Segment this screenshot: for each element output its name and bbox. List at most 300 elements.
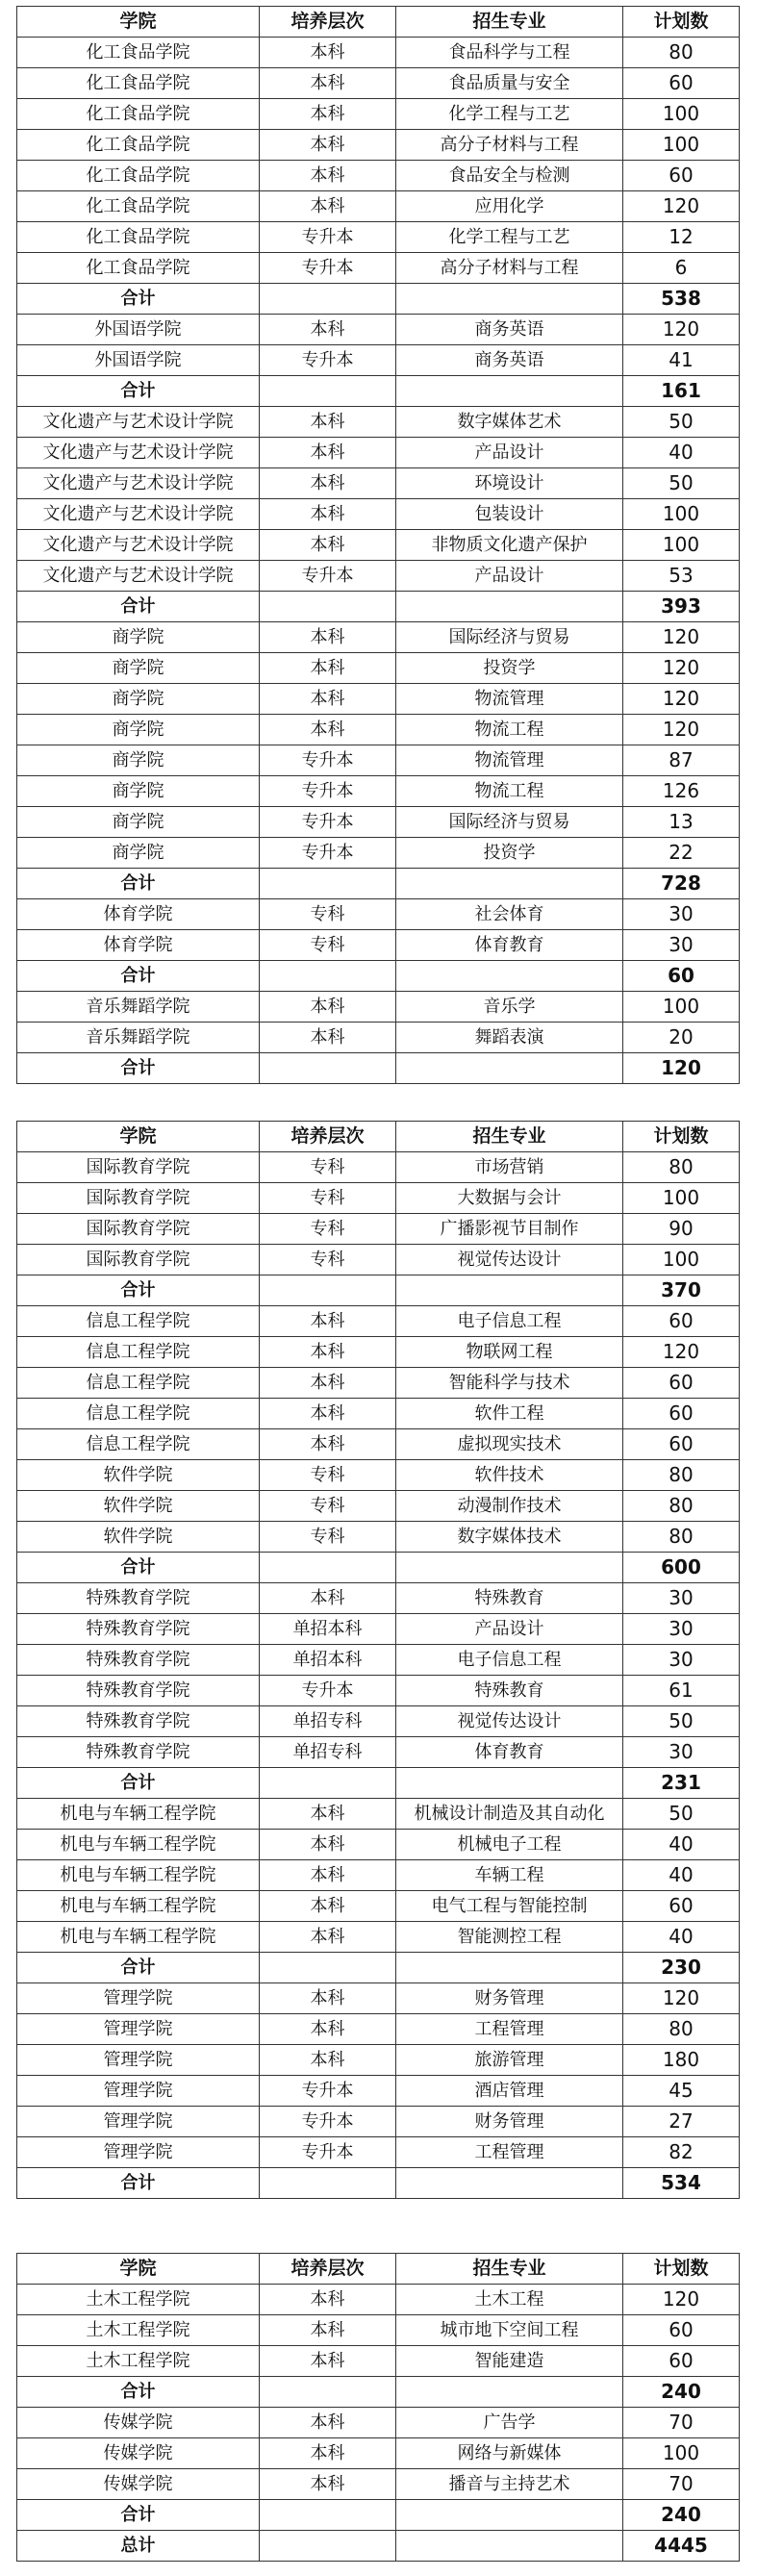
level-cell: 专科 bbox=[260, 930, 396, 961]
college-cell: 商学院 bbox=[17, 776, 260, 807]
college-cell: 信息工程学院 bbox=[17, 1429, 260, 1460]
plan-count-cell: 41 bbox=[623, 345, 740, 376]
major-cell: 财务管理 bbox=[396, 2107, 623, 2137]
major-cell: 车辆工程 bbox=[396, 1860, 623, 1891]
plan-count-cell: 53 bbox=[623, 561, 740, 592]
level-cell: 本科 bbox=[260, 992, 396, 1023]
major-cell: 智能科学与技术 bbox=[396, 1368, 623, 1399]
plan-count-cell: 120 bbox=[623, 1983, 740, 2014]
empty-cell bbox=[260, 2168, 396, 2199]
level-cell: 本科 bbox=[260, 499, 396, 530]
plan-count-cell: 40 bbox=[623, 438, 740, 468]
college-cell: 文化遗产与艺术设计学院 bbox=[17, 530, 260, 561]
plan-count-cell: 60 bbox=[623, 1306, 740, 1337]
college-cell: 外国语学院 bbox=[17, 345, 260, 376]
plan-count-cell: 13 bbox=[623, 807, 740, 838]
college-cell: 外国语学院 bbox=[17, 315, 260, 345]
major-cell: 智能建造 bbox=[396, 2346, 623, 2377]
total-value-cell: 728 bbox=[623, 869, 740, 899]
major-cell: 社会体育 bbox=[396, 899, 623, 930]
major-cell: 网络与新媒体 bbox=[396, 2438, 623, 2469]
level-cell: 本科 bbox=[260, 130, 396, 161]
plan-count-cell: 120 bbox=[623, 653, 740, 684]
major-cell: 舞蹈表演 bbox=[396, 1023, 623, 1053]
plan-count-cell: 60 bbox=[623, 1429, 740, 1460]
empty-cell bbox=[396, 2531, 623, 2562]
level-cell: 专升本 bbox=[260, 776, 396, 807]
subtotal-row bbox=[17, 1275, 740, 1306]
major-cell: 体育教育 bbox=[396, 930, 623, 961]
table-row bbox=[17, 1152, 740, 1183]
header-major: 招生专业 bbox=[396, 1122, 623, 1152]
college-cell: 机电与车辆工程学院 bbox=[17, 1860, 260, 1891]
total-value-cell: 230 bbox=[623, 1953, 740, 1983]
plan-count-cell: 30 bbox=[623, 1645, 740, 1676]
major-cell: 机械设计制造及其自动化 bbox=[396, 1799, 623, 1830]
level-cell: 本科 bbox=[260, 1860, 396, 1891]
plan-count-cell: 100 bbox=[623, 99, 740, 130]
major-cell: 智能测控工程 bbox=[396, 1922, 623, 1953]
college-cell: 信息工程学院 bbox=[17, 1337, 260, 1368]
major-cell: 物流工程 bbox=[396, 776, 623, 807]
level-cell: 专升本 bbox=[260, 838, 396, 869]
plan-count-cell: 100 bbox=[623, 2438, 740, 2469]
plan-count-cell: 120 bbox=[623, 315, 740, 345]
enrollment-table-1 bbox=[16, 6, 740, 1084]
table-row bbox=[17, 68, 740, 99]
college-cell: 传媒学院 bbox=[17, 2408, 260, 2438]
table-row bbox=[17, 1891, 740, 1922]
college-cell: 文化遗产与艺术设计学院 bbox=[17, 561, 260, 592]
table-row bbox=[17, 899, 740, 930]
college-cell: 软件学院 bbox=[17, 1460, 260, 1491]
level-cell: 本科 bbox=[260, 161, 396, 191]
table-row bbox=[17, 407, 740, 438]
table-row bbox=[17, 992, 740, 1023]
level-cell: 本科 bbox=[260, 68, 396, 99]
empty-cell bbox=[396, 376, 623, 407]
level-cell: 本科 bbox=[260, 2438, 396, 2469]
table-row bbox=[17, 1183, 740, 1214]
level-cell: 专升本 bbox=[260, 253, 396, 284]
major-cell: 机械电子工程 bbox=[396, 1830, 623, 1860]
plan-count-cell: 70 bbox=[623, 2469, 740, 2500]
table-row bbox=[17, 2014, 740, 2045]
level-cell: 专科 bbox=[260, 1245, 396, 1275]
level-cell: 单招专科 bbox=[260, 1737, 396, 1768]
table-row bbox=[17, 1799, 740, 1830]
level-cell: 本科 bbox=[260, 1922, 396, 1953]
level-cell: 本科 bbox=[260, 438, 396, 468]
plan-count-cell: 40 bbox=[623, 1922, 740, 1953]
plan-count-cell: 30 bbox=[623, 1583, 740, 1614]
college-cell: 商学院 bbox=[17, 653, 260, 684]
plan-count-cell: 100 bbox=[623, 1183, 740, 1214]
table-row bbox=[17, 1491, 740, 1522]
level-cell: 本科 bbox=[260, 1830, 396, 1860]
empty-cell bbox=[260, 376, 396, 407]
table-row bbox=[17, 99, 740, 130]
table-row bbox=[17, 622, 740, 653]
table-row bbox=[17, 1023, 740, 1053]
plan-count-cell: 180 bbox=[623, 2045, 740, 2076]
major-cell: 特殊教育 bbox=[396, 1583, 623, 1614]
college-cell: 音乐舞蹈学院 bbox=[17, 992, 260, 1023]
table-row bbox=[17, 1306, 740, 1337]
level-cell: 专科 bbox=[260, 1152, 396, 1183]
major-cell: 国际经济与贸易 bbox=[396, 622, 623, 653]
empty-cell bbox=[396, 961, 623, 992]
plan-count-cell: 100 bbox=[623, 1245, 740, 1275]
plan-count-cell: 45 bbox=[623, 2076, 740, 2107]
table-row bbox=[17, 2408, 740, 2438]
plan-count-cell: 50 bbox=[623, 1799, 740, 1830]
level-cell: 专升本 bbox=[260, 345, 396, 376]
table-row bbox=[17, 1706, 740, 1737]
level-cell: 本科 bbox=[260, 407, 396, 438]
table-row bbox=[17, 191, 740, 222]
total-value-cell: 600 bbox=[623, 1553, 740, 1583]
total-label-cell: 合计 bbox=[17, 961, 260, 992]
level-cell: 专升本 bbox=[260, 807, 396, 838]
college-cell: 国际教育学院 bbox=[17, 1245, 260, 1275]
major-cell: 视觉传达设计 bbox=[396, 1706, 623, 1737]
level-cell: 单招本科 bbox=[260, 1645, 396, 1676]
table-row bbox=[17, 2076, 740, 2107]
level-cell: 专升本 bbox=[260, 222, 396, 253]
major-cell: 食品质量与安全 bbox=[396, 68, 623, 99]
level-cell: 本科 bbox=[260, 1583, 396, 1614]
header-level: 培养层次 bbox=[260, 7, 396, 38]
table-row bbox=[17, 2315, 740, 2346]
table-row bbox=[17, 438, 740, 468]
table-row bbox=[17, 530, 740, 561]
table-row bbox=[17, 1214, 740, 1245]
level-cell: 本科 bbox=[260, 99, 396, 130]
major-cell: 非物质文化遗产保护 bbox=[396, 530, 623, 561]
subtotal-row bbox=[17, 2377, 740, 2408]
college-cell: 化工食品学院 bbox=[17, 38, 260, 68]
plan-count-cell: 60 bbox=[623, 1891, 740, 1922]
plan-count-cell: 120 bbox=[623, 715, 740, 745]
table-header-row bbox=[17, 2254, 740, 2285]
plan-count-cell: 80 bbox=[623, 1491, 740, 1522]
college-cell: 化工食品学院 bbox=[17, 161, 260, 191]
total-value-cell: 161 bbox=[623, 376, 740, 407]
table-row bbox=[17, 2346, 740, 2377]
table-row bbox=[17, 1399, 740, 1429]
total-label-cell: 合计 bbox=[17, 2168, 260, 2199]
table-row bbox=[17, 1337, 740, 1368]
table-row bbox=[17, 1368, 740, 1399]
empty-cell bbox=[260, 961, 396, 992]
level-cell: 本科 bbox=[260, 530, 396, 561]
college-cell: 土木工程学院 bbox=[17, 2315, 260, 2346]
total-label-cell: 合计 bbox=[17, 1768, 260, 1799]
grand-total-row bbox=[17, 2531, 740, 2562]
subtotal-row bbox=[17, 592, 740, 622]
table-row bbox=[17, 1245, 740, 1275]
header-level: 培养层次 bbox=[260, 1122, 396, 1152]
college-cell: 体育学院 bbox=[17, 930, 260, 961]
college-cell: 化工食品学院 bbox=[17, 222, 260, 253]
major-cell: 食品安全与检测 bbox=[396, 161, 623, 191]
total-label-cell: 合计 bbox=[17, 1953, 260, 1983]
college-cell: 商学院 bbox=[17, 715, 260, 745]
table-row bbox=[17, 561, 740, 592]
table-row bbox=[17, 653, 740, 684]
plan-count-cell: 80 bbox=[623, 1460, 740, 1491]
plan-count-cell: 120 bbox=[623, 684, 740, 715]
table-row bbox=[17, 315, 740, 345]
plan-count-cell: 100 bbox=[623, 130, 740, 161]
subtotal-row bbox=[17, 2500, 740, 2531]
empty-cell bbox=[396, 2377, 623, 2408]
level-cell: 本科 bbox=[260, 1023, 396, 1053]
empty-cell bbox=[260, 1768, 396, 1799]
table-row bbox=[17, 38, 740, 68]
total-label-cell: 合计 bbox=[17, 1553, 260, 1583]
college-cell: 管理学院 bbox=[17, 2045, 260, 2076]
plan-count-cell: 27 bbox=[623, 2107, 740, 2137]
total-label-cell: 合计 bbox=[17, 2500, 260, 2531]
college-cell: 软件学院 bbox=[17, 1522, 260, 1553]
total-value-cell: 538 bbox=[623, 284, 740, 315]
total-value-cell: 4445 bbox=[623, 2531, 740, 2562]
level-cell: 专科 bbox=[260, 1491, 396, 1522]
level-cell: 本科 bbox=[260, 1429, 396, 1460]
total-value-cell: 393 bbox=[623, 592, 740, 622]
table-row bbox=[17, 499, 740, 530]
major-cell: 物流管理 bbox=[396, 745, 623, 776]
plan-count-cell: 120 bbox=[623, 191, 740, 222]
college-cell: 特殊教育学院 bbox=[17, 1706, 260, 1737]
level-cell: 本科 bbox=[260, 315, 396, 345]
major-cell: 虚拟现实技术 bbox=[396, 1429, 623, 1460]
plan-count-cell: 60 bbox=[623, 68, 740, 99]
college-cell: 国际教育学院 bbox=[17, 1152, 260, 1183]
major-cell: 财务管理 bbox=[396, 1983, 623, 2014]
table-row bbox=[17, 1737, 740, 1768]
plan-count-cell: 50 bbox=[623, 1706, 740, 1737]
level-cell: 专升本 bbox=[260, 745, 396, 776]
level-cell: 专科 bbox=[260, 899, 396, 930]
empty-cell bbox=[260, 2500, 396, 2531]
college-cell: 特殊教育学院 bbox=[17, 1583, 260, 1614]
plan-count-cell: 40 bbox=[623, 1860, 740, 1891]
plan-count-cell: 22 bbox=[623, 838, 740, 869]
plan-count-cell: 80 bbox=[623, 1522, 740, 1553]
level-cell: 专科 bbox=[260, 1522, 396, 1553]
total-label-cell: 合计 bbox=[17, 1053, 260, 1084]
level-cell: 专科 bbox=[260, 1460, 396, 1491]
table-row bbox=[17, 2469, 740, 2500]
college-cell: 文化遗产与艺术设计学院 bbox=[17, 468, 260, 499]
major-cell: 商务英语 bbox=[396, 345, 623, 376]
header-plan-count: 计划数 bbox=[623, 2254, 740, 2285]
college-cell: 文化遗产与艺术设计学院 bbox=[17, 438, 260, 468]
empty-cell bbox=[260, 2531, 396, 2562]
table-row bbox=[17, 715, 740, 745]
table-row bbox=[17, 838, 740, 869]
empty-cell bbox=[396, 1768, 623, 1799]
major-cell: 体育教育 bbox=[396, 1737, 623, 1768]
college-cell: 特殊教育学院 bbox=[17, 1614, 260, 1645]
level-cell: 本科 bbox=[260, 1983, 396, 2014]
level-cell: 本科 bbox=[260, 2045, 396, 2076]
college-cell: 文化遗产与艺术设计学院 bbox=[17, 499, 260, 530]
college-cell: 商学院 bbox=[17, 622, 260, 653]
level-cell: 本科 bbox=[260, 38, 396, 68]
table-row bbox=[17, 2045, 740, 2076]
empty-cell bbox=[396, 869, 623, 899]
table-header-row bbox=[17, 7, 740, 38]
college-cell: 特殊教育学院 bbox=[17, 1676, 260, 1706]
table-row bbox=[17, 1645, 740, 1676]
level-cell: 专升本 bbox=[260, 1676, 396, 1706]
major-cell: 环境设计 bbox=[396, 468, 623, 499]
major-cell: 物流工程 bbox=[396, 715, 623, 745]
plan-count-cell: 20 bbox=[623, 1023, 740, 1053]
empty-cell bbox=[396, 2500, 623, 2531]
subtotal-row bbox=[17, 1953, 740, 1983]
plan-count-cell: 80 bbox=[623, 1152, 740, 1183]
major-cell: 音乐学 bbox=[396, 992, 623, 1023]
plan-count-cell: 6 bbox=[623, 253, 740, 284]
table-row bbox=[17, 1614, 740, 1645]
college-cell: 化工食品学院 bbox=[17, 253, 260, 284]
level-cell: 本科 bbox=[260, 468, 396, 499]
plan-count-cell: 50 bbox=[623, 468, 740, 499]
major-cell: 产品设计 bbox=[396, 561, 623, 592]
major-cell: 旅游管理 bbox=[396, 2045, 623, 2076]
college-cell: 化工食品学院 bbox=[17, 191, 260, 222]
table-row bbox=[17, 1830, 740, 1860]
table-row bbox=[17, 1583, 740, 1614]
level-cell: 单招专科 bbox=[260, 1706, 396, 1737]
level-cell: 本科 bbox=[260, 2014, 396, 2045]
empty-cell bbox=[396, 1553, 623, 1583]
major-cell: 大数据与会计 bbox=[396, 1183, 623, 1214]
plan-count-cell: 60 bbox=[623, 1368, 740, 1399]
college-cell: 化工食品学院 bbox=[17, 99, 260, 130]
college-cell: 土木工程学院 bbox=[17, 2285, 260, 2315]
subtotal-row bbox=[17, 2168, 740, 2199]
level-cell: 本科 bbox=[260, 2315, 396, 2346]
plan-count-cell: 30 bbox=[623, 930, 740, 961]
level-cell: 专升本 bbox=[260, 2107, 396, 2137]
college-cell: 信息工程学院 bbox=[17, 1306, 260, 1337]
empty-cell bbox=[396, 1953, 623, 1983]
major-cell: 化学工程与工艺 bbox=[396, 222, 623, 253]
level-cell: 本科 bbox=[260, 1306, 396, 1337]
plan-count-cell: 60 bbox=[623, 2315, 740, 2346]
subtotal-row bbox=[17, 1768, 740, 1799]
level-cell: 本科 bbox=[260, 2408, 396, 2438]
table-row bbox=[17, 776, 740, 807]
plan-count-cell: 61 bbox=[623, 1676, 740, 1706]
college-cell: 国际教育学院 bbox=[17, 1183, 260, 1214]
level-cell: 专科 bbox=[260, 1183, 396, 1214]
college-cell: 土木工程学院 bbox=[17, 2346, 260, 2377]
table-row bbox=[17, 807, 740, 838]
empty-cell bbox=[260, 1053, 396, 1084]
college-cell: 音乐舞蹈学院 bbox=[17, 1023, 260, 1053]
level-cell: 本科 bbox=[260, 1368, 396, 1399]
table-row bbox=[17, 1860, 740, 1891]
college-cell: 特殊教育学院 bbox=[17, 1645, 260, 1676]
header-college: 学院 bbox=[17, 2254, 260, 2285]
subtotal-row bbox=[17, 376, 740, 407]
total-value-cell: 370 bbox=[623, 1275, 740, 1306]
plan-count-cell: 12 bbox=[623, 222, 740, 253]
major-cell: 数字媒体技术 bbox=[396, 1522, 623, 1553]
major-cell: 电子信息工程 bbox=[396, 1645, 623, 1676]
empty-cell bbox=[260, 869, 396, 899]
header-major: 招生专业 bbox=[396, 7, 623, 38]
level-cell: 本科 bbox=[260, 684, 396, 715]
table-row bbox=[17, 745, 740, 776]
college-cell: 机电与车辆工程学院 bbox=[17, 1830, 260, 1860]
plan-count-cell: 82 bbox=[623, 2137, 740, 2168]
major-cell: 视觉传达设计 bbox=[396, 1245, 623, 1275]
college-cell: 国际教育学院 bbox=[17, 1214, 260, 1245]
plan-count-cell: 100 bbox=[623, 992, 740, 1023]
college-cell: 管理学院 bbox=[17, 2014, 260, 2045]
total-label-cell: 合计 bbox=[17, 869, 260, 899]
total-label-cell: 合计 bbox=[17, 2377, 260, 2408]
college-cell: 体育学院 bbox=[17, 899, 260, 930]
table-row bbox=[17, 130, 740, 161]
plan-count-cell: 120 bbox=[623, 622, 740, 653]
plan-count-cell: 30 bbox=[623, 1614, 740, 1645]
total-label-cell: 合计 bbox=[17, 284, 260, 315]
college-cell: 化工食品学院 bbox=[17, 68, 260, 99]
plan-count-cell: 40 bbox=[623, 1830, 740, 1860]
table-row bbox=[17, 930, 740, 961]
major-cell: 电子信息工程 bbox=[396, 1306, 623, 1337]
college-cell: 传媒学院 bbox=[17, 2469, 260, 2500]
level-cell: 本科 bbox=[260, 2346, 396, 2377]
table-row bbox=[17, 1429, 740, 1460]
plan-count-cell: 60 bbox=[623, 1399, 740, 1429]
header-college: 学院 bbox=[17, 1122, 260, 1152]
plan-count-cell: 80 bbox=[623, 2014, 740, 2045]
plan-count-cell: 100 bbox=[623, 499, 740, 530]
college-cell: 信息工程学院 bbox=[17, 1399, 260, 1429]
college-cell: 机电与车辆工程学院 bbox=[17, 1891, 260, 1922]
major-cell: 电气工程与智能控制 bbox=[396, 1891, 623, 1922]
table-row bbox=[17, 222, 740, 253]
empty-cell bbox=[396, 592, 623, 622]
major-cell: 食品科学与工程 bbox=[396, 38, 623, 68]
major-cell: 投资学 bbox=[396, 838, 623, 869]
empty-cell bbox=[260, 284, 396, 315]
plan-count-cell: 87 bbox=[623, 745, 740, 776]
plan-count-cell: 50 bbox=[623, 407, 740, 438]
table-row bbox=[17, 1922, 740, 1953]
plan-count-cell: 30 bbox=[623, 899, 740, 930]
empty-cell bbox=[396, 284, 623, 315]
college-cell: 商学院 bbox=[17, 684, 260, 715]
total-value-cell: 240 bbox=[623, 2500, 740, 2531]
major-cell: 广播影视节目制作 bbox=[396, 1214, 623, 1245]
major-cell: 高分子材料与工程 bbox=[396, 253, 623, 284]
subtotal-row bbox=[17, 869, 740, 899]
table-header-row bbox=[17, 1122, 740, 1152]
college-cell: 信息工程学院 bbox=[17, 1368, 260, 1399]
empty-cell bbox=[260, 1953, 396, 1983]
